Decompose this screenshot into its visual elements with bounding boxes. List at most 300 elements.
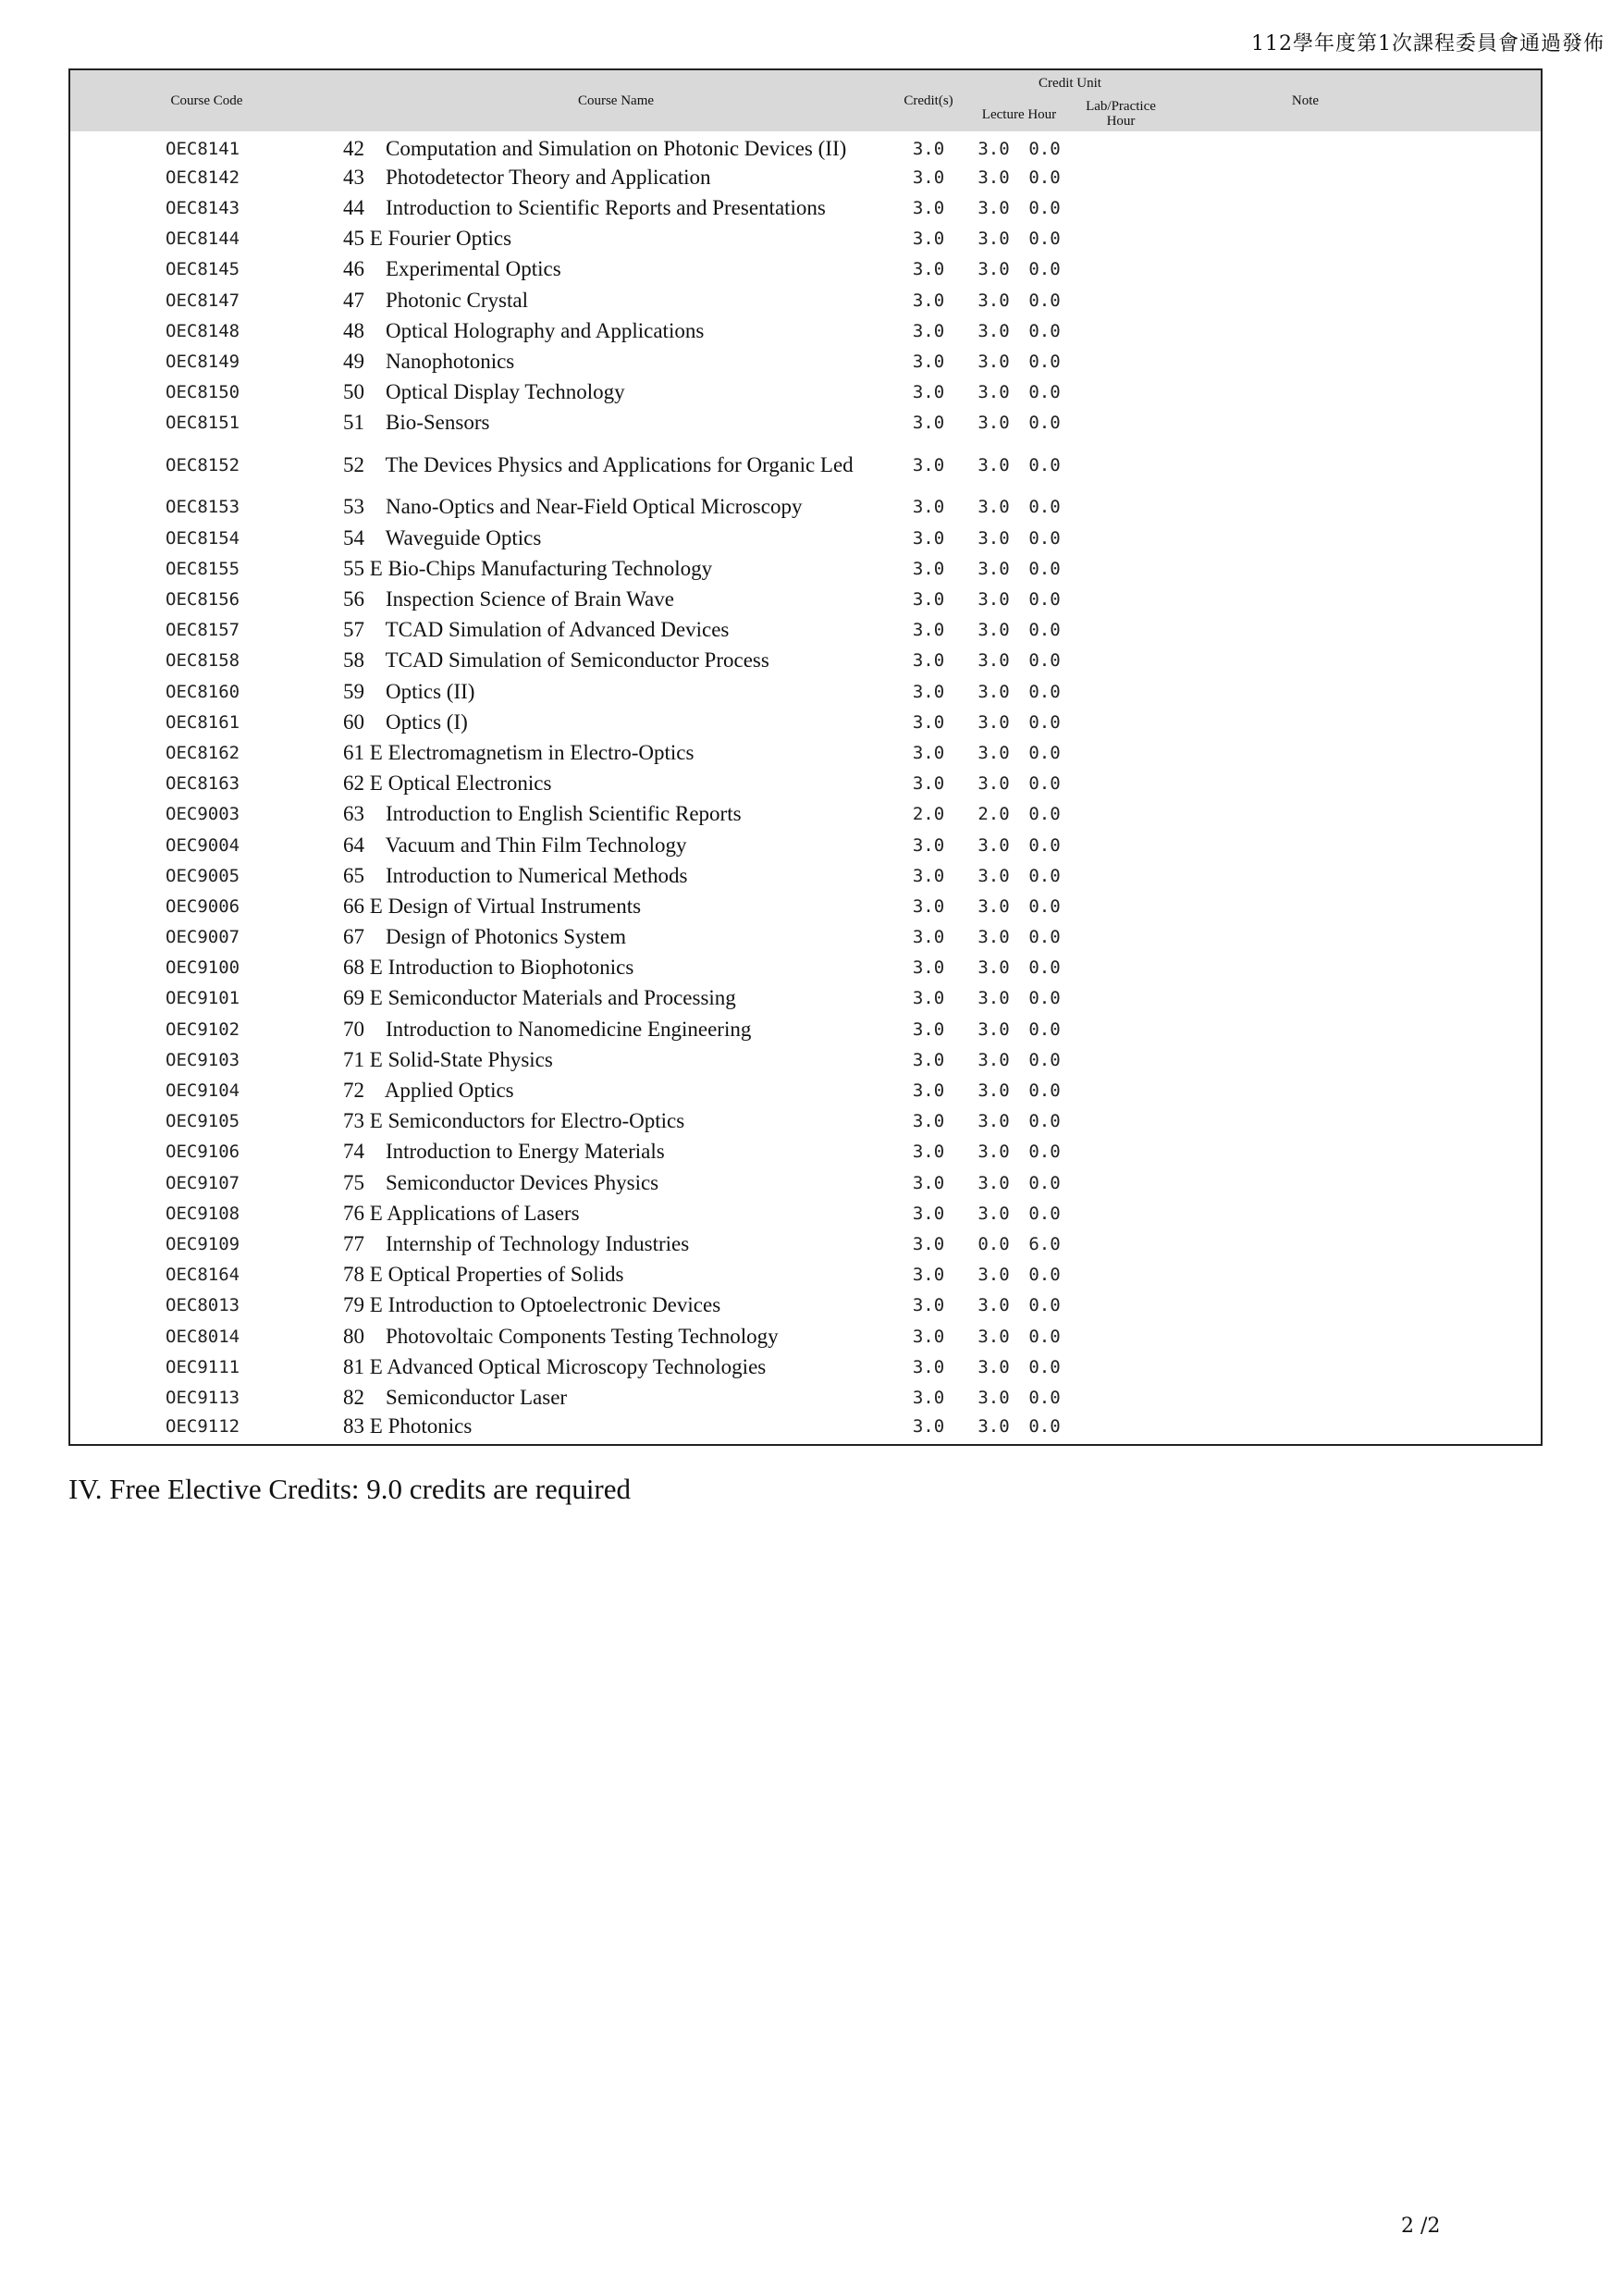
english-taught-flag: E bbox=[369, 1293, 383, 1317]
course-title: TCAD Simulation of Semiconductor Process bbox=[385, 648, 769, 673]
course-number: 57 bbox=[343, 618, 364, 642]
course-number: 81 bbox=[343, 1354, 364, 1378]
course-number: 62 bbox=[343, 772, 364, 796]
lecture-hour-cell: 3.0 bbox=[977, 320, 1010, 341]
table-row bbox=[70, 438, 1541, 492]
course-code-cell: OEC8151 bbox=[166, 413, 240, 434]
credits-cell: 2.0 bbox=[912, 804, 945, 825]
lab-hour-cell: 0.0 bbox=[1028, 527, 1061, 549]
course-number: 56 bbox=[343, 587, 364, 611]
note-cell bbox=[1070, 953, 1541, 983]
course-name-cell bbox=[343, 1290, 889, 1321]
note-cell bbox=[1070, 891, 1541, 921]
lab-hour-cell: 0.0 bbox=[1028, 1111, 1061, 1132]
lecture-hour-cell: 3.0 bbox=[977, 773, 1010, 795]
credits-cell: 3.0 bbox=[912, 558, 945, 579]
header-credit-unit-group bbox=[968, 70, 1156, 131]
course-number: 65 bbox=[343, 863, 364, 887]
table-row bbox=[70, 553, 1541, 584]
note-cell bbox=[1070, 737, 1541, 768]
lecture-hour-cell: 3.0 bbox=[977, 1265, 1010, 1286]
table-row bbox=[70, 1290, 1541, 1321]
course-code-cell: OEC9112 bbox=[166, 1416, 240, 1438]
credits-cell: 3.0 bbox=[912, 1172, 945, 1193]
course-title: Optics (I) bbox=[386, 710, 468, 734]
note-cell bbox=[1070, 584, 1541, 614]
header-lab-practice-hour: Lab/Practice Hour bbox=[1086, 99, 1156, 129]
table-row bbox=[70, 346, 1541, 376]
lecture-hour-cell: 3.0 bbox=[977, 1295, 1010, 1316]
lab-hour-cell: 0.0 bbox=[1028, 589, 1061, 611]
table-row bbox=[70, 584, 1541, 614]
table-header-row bbox=[70, 70, 1541, 131]
note-cell bbox=[1070, 922, 1541, 953]
course-name-cell bbox=[343, 922, 889, 953]
course-number: 78 bbox=[343, 1263, 364, 1287]
lab-hour-cell: 6.0 bbox=[1028, 1233, 1061, 1254]
lab-hour-cell: 0.0 bbox=[1028, 138, 1061, 159]
course-code-cell: OEC8163 bbox=[166, 773, 240, 795]
credits-cell: 3.0 bbox=[912, 1049, 945, 1070]
course-name-cell bbox=[343, 1167, 889, 1198]
note-cell bbox=[1070, 1321, 1541, 1352]
course-title: Semiconductor Materials and Processing bbox=[387, 986, 736, 1010]
course-code-cell: OEC8157 bbox=[166, 620, 240, 641]
course-name-cell bbox=[343, 492, 889, 523]
course-number: 46 bbox=[343, 257, 364, 281]
course-code-cell: OEC8164 bbox=[166, 1265, 240, 1286]
note-cell bbox=[1070, 224, 1541, 254]
course-number: 71 bbox=[343, 1047, 364, 1071]
lab-hour-cell: 0.0 bbox=[1028, 1265, 1061, 1286]
course-code-cell: OEC8161 bbox=[166, 711, 240, 733]
course-name-cell bbox=[343, 769, 889, 799]
course-title: Semiconductors for Electro-Optics bbox=[387, 1109, 685, 1133]
course-title: Optical Display Technology bbox=[386, 380, 625, 404]
course-code-cell: OEC8144 bbox=[166, 228, 240, 250]
table-row bbox=[70, 891, 1541, 921]
note-cell bbox=[1070, 860, 1541, 891]
course-number: 72 bbox=[343, 1079, 364, 1103]
table-row bbox=[70, 1228, 1541, 1259]
english-taught-flag: E bbox=[369, 1109, 383, 1133]
credits-cell: 3.0 bbox=[912, 1203, 945, 1224]
course-name-cell bbox=[343, 1413, 889, 1444]
course-number: 79 bbox=[343, 1293, 364, 1317]
course-name-cell bbox=[343, 315, 889, 346]
course-title: The Devices Physics and Applications for Organic Led bbox=[385, 452, 854, 476]
course-code-cell: OEC9102 bbox=[166, 1018, 240, 1040]
credits-cell: 3.0 bbox=[912, 620, 945, 641]
credits-cell: 3.0 bbox=[912, 988, 945, 1009]
lab-hour-cell: 0.0 bbox=[1028, 290, 1061, 311]
course-name-cell bbox=[343, 254, 889, 285]
table-row bbox=[70, 254, 1541, 285]
course-number: 64 bbox=[343, 833, 364, 857]
lecture-hour-cell: 3.0 bbox=[977, 1080, 1010, 1102]
course-number: 60 bbox=[343, 710, 364, 734]
lecture-hour-cell: 3.0 bbox=[977, 1416, 1010, 1438]
lab-hour-cell: 0.0 bbox=[1028, 1080, 1061, 1102]
course-name-cell bbox=[343, 192, 889, 223]
credits-cell: 3.0 bbox=[912, 895, 945, 917]
course-number: 63 bbox=[343, 802, 364, 826]
course-code-cell: OEC8150 bbox=[166, 382, 240, 403]
course-name-cell bbox=[343, 615, 889, 646]
course-number: 49 bbox=[343, 349, 364, 373]
course-name-cell bbox=[343, 1382, 889, 1413]
lecture-hour-cell: 3.0 bbox=[977, 988, 1010, 1009]
course-title: Electromagnetism in Electro-Optics bbox=[387, 740, 695, 764]
note-cell bbox=[1070, 315, 1541, 346]
lab-hour-cell: 0.0 bbox=[1028, 497, 1061, 518]
course-number: 47 bbox=[343, 288, 364, 312]
course-name-cell bbox=[343, 1106, 889, 1137]
course-code-cell: OEC9005 bbox=[166, 865, 240, 886]
course-number: 43 bbox=[343, 165, 364, 189]
lab-hour-cell: 0.0 bbox=[1028, 773, 1061, 795]
note-cell bbox=[1070, 799, 1541, 830]
credits-cell: 3.0 bbox=[912, 1142, 945, 1163]
lab-hour-cell: 0.0 bbox=[1028, 650, 1061, 672]
course-code-cell: OEC8162 bbox=[166, 742, 240, 763]
course-number: 66 bbox=[343, 894, 364, 918]
lecture-hour-cell: 3.0 bbox=[977, 834, 1010, 856]
course-code-cell: OEC8149 bbox=[166, 351, 240, 372]
table-row bbox=[70, 737, 1541, 768]
course-title: Bio-Sensors bbox=[386, 411, 490, 435]
english-taught-flag: E bbox=[369, 1354, 383, 1378]
table-row bbox=[70, 192, 1541, 223]
lecture-hour-cell: 3.0 bbox=[977, 620, 1010, 641]
lab-hour-cell: 0.0 bbox=[1028, 1203, 1061, 1224]
course-title: Photonics bbox=[387, 1414, 473, 1438]
course-title: Solid-State Physics bbox=[387, 1047, 553, 1071]
table-row bbox=[70, 707, 1541, 737]
course-name-cell bbox=[343, 707, 889, 737]
note-cell bbox=[1070, 377, 1541, 408]
course-title: Advanced Optical Microscopy Technologies bbox=[387, 1354, 767, 1378]
course-title: Nano-Optics and Near-Field Optical Microscopy bbox=[386, 495, 803, 519]
credits-cell: 3.0 bbox=[912, 228, 945, 250]
course-number: 51 bbox=[343, 411, 364, 435]
credits-cell: 3.0 bbox=[912, 290, 945, 311]
credits-cell: 3.0 bbox=[912, 167, 945, 188]
course-code-cell: OEC8154 bbox=[166, 527, 240, 549]
course-name-cell bbox=[343, 1075, 889, 1105]
credits-cell: 3.0 bbox=[912, 834, 945, 856]
course-code-cell: OEC8156 bbox=[166, 589, 240, 611]
lecture-hour-cell: 3.0 bbox=[977, 228, 1010, 250]
course-number: 48 bbox=[343, 318, 364, 342]
lecture-hour-cell: 3.0 bbox=[977, 742, 1010, 763]
table-row bbox=[70, 1321, 1541, 1352]
table-row bbox=[70, 830, 1541, 860]
credits-cell: 3.0 bbox=[912, 773, 945, 795]
credits-cell: 3.0 bbox=[912, 259, 945, 280]
course-title: Introduction to Scientific Reports and Presentations bbox=[386, 195, 826, 219]
lab-hour-cell: 0.0 bbox=[1028, 197, 1061, 218]
course-code-cell: OEC8143 bbox=[166, 197, 240, 218]
credits-cell: 3.0 bbox=[912, 138, 945, 159]
course-number: 76 bbox=[343, 1201, 364, 1225]
table-row bbox=[70, 983, 1541, 1014]
course-code-cell: OEC9108 bbox=[166, 1203, 240, 1224]
english-taught-flag: E bbox=[369, 956, 383, 980]
table-row bbox=[70, 1137, 1541, 1167]
course-code-cell: OEC9103 bbox=[166, 1049, 240, 1070]
credits-cell: 3.0 bbox=[912, 1387, 945, 1408]
english-taught-flag: E bbox=[369, 1201, 383, 1225]
credits-cell: 3.0 bbox=[912, 382, 945, 403]
lecture-hour-cell: 3.0 bbox=[977, 1018, 1010, 1040]
lab-hour-cell: 0.0 bbox=[1028, 988, 1061, 1009]
lab-hour-cell: 0.0 bbox=[1028, 454, 1061, 475]
credits-cell: 3.0 bbox=[912, 413, 945, 434]
course-name-cell bbox=[343, 799, 889, 830]
table-row bbox=[70, 1198, 1541, 1228]
english-taught-flag: E bbox=[369, 894, 383, 918]
lab-hour-cell: 0.0 bbox=[1028, 259, 1061, 280]
lecture-hour-cell: 3.0 bbox=[977, 711, 1010, 733]
credits-cell: 3.0 bbox=[912, 1111, 945, 1132]
note-cell bbox=[1070, 1290, 1541, 1321]
credits-cell: 3.0 bbox=[912, 351, 945, 372]
course-name-cell bbox=[343, 553, 889, 584]
credits-cell: 3.0 bbox=[912, 1233, 945, 1254]
course-code-cell: OEC8152 bbox=[166, 454, 240, 475]
course-name-cell bbox=[343, 285, 889, 315]
course-title: Computation and Simulation on Photonic Devices (II) bbox=[386, 136, 847, 160]
note-cell bbox=[1070, 492, 1541, 523]
credits-cell: 3.0 bbox=[912, 1018, 945, 1040]
lab-hour-cell: 0.0 bbox=[1028, 1416, 1061, 1438]
course-title: Photonic Crystal bbox=[386, 288, 528, 312]
course-number: 54 bbox=[343, 525, 364, 549]
course-title: TCAD Simulation of Advanced Devices bbox=[385, 618, 730, 642]
note-cell bbox=[1070, 1106, 1541, 1137]
course-number: 75 bbox=[343, 1170, 364, 1194]
course-name-cell bbox=[343, 830, 889, 860]
course-name-cell bbox=[343, 1198, 889, 1228]
course-number: 70 bbox=[343, 1017, 364, 1041]
lab-hour-cell: 0.0 bbox=[1028, 558, 1061, 579]
course-name-cell bbox=[343, 377, 889, 408]
note-cell bbox=[1070, 1044, 1541, 1075]
table-row bbox=[70, 1044, 1541, 1075]
course-title: Introduction to Optoelectronic Devices bbox=[387, 1293, 721, 1317]
lab-hour-cell: 0.0 bbox=[1028, 742, 1061, 763]
note-cell bbox=[1070, 1075, 1541, 1105]
course-title: Semiconductor Devices Physics bbox=[386, 1170, 659, 1194]
note-cell bbox=[1070, 1014, 1541, 1044]
lecture-hour-cell: 3.0 bbox=[977, 681, 1010, 702]
course-name-cell bbox=[343, 523, 889, 553]
course-table bbox=[70, 70, 1541, 1444]
lecture-hour-cell: 3.0 bbox=[977, 197, 1010, 218]
table-row bbox=[70, 1014, 1541, 1044]
course-name-cell bbox=[343, 953, 889, 983]
lab-hour-cell: 0.0 bbox=[1028, 1387, 1061, 1408]
table-row bbox=[70, 1260, 1541, 1290]
lecture-hour-cell: 3.0 bbox=[977, 167, 1010, 188]
course-number: 69 bbox=[343, 986, 364, 1010]
lab-hour-cell: 0.0 bbox=[1028, 1018, 1061, 1040]
course-name-cell bbox=[343, 737, 889, 768]
course-title: Introduction to Energy Materials bbox=[386, 1140, 665, 1164]
credits-cell: 3.0 bbox=[912, 1080, 945, 1102]
note-cell bbox=[1070, 676, 1541, 707]
english-taught-flag: E bbox=[369, 1263, 383, 1287]
course-name-cell bbox=[343, 860, 889, 891]
note-cell bbox=[1070, 346, 1541, 376]
credits-cell: 3.0 bbox=[912, 711, 945, 733]
course-number: 44 bbox=[343, 195, 364, 219]
course-code-cell: OEC8158 bbox=[166, 650, 240, 672]
lab-hour-cell: 0.0 bbox=[1028, 382, 1061, 403]
lecture-hour-cell: 3.0 bbox=[977, 1142, 1010, 1163]
course-name-cell bbox=[343, 983, 889, 1014]
table-row bbox=[70, 131, 1541, 162]
course-title: Optical Holography and Applications bbox=[386, 318, 705, 342]
english-taught-flag: E bbox=[369, 1414, 383, 1438]
page-number: 2 /2 bbox=[1401, 2215, 1441, 2238]
course-title: Photodetector Theory and Application bbox=[386, 165, 711, 189]
lab-hour-cell: 0.0 bbox=[1028, 865, 1061, 886]
course-name-cell bbox=[343, 891, 889, 921]
lab-hour-cell: 0.0 bbox=[1028, 167, 1061, 188]
course-title: Waveguide Optics bbox=[385, 525, 542, 549]
note-cell bbox=[1070, 646, 1541, 676]
course-number: 67 bbox=[343, 925, 364, 949]
course-title: Introduction to Biophotonics bbox=[387, 956, 634, 980]
course-number: 82 bbox=[343, 1385, 364, 1409]
lecture-hour-cell: 0.0 bbox=[977, 1233, 1010, 1254]
course-code-cell: OEC8141 bbox=[166, 138, 240, 159]
course-code-cell: OEC9003 bbox=[166, 804, 240, 825]
credits-cell: 3.0 bbox=[912, 197, 945, 218]
course-name-cell bbox=[343, 1321, 889, 1352]
course-title: Optical Electronics bbox=[387, 772, 552, 796]
course-code-cell: OEC9101 bbox=[166, 988, 240, 1009]
lecture-hour-cell: 3.0 bbox=[977, 927, 1010, 948]
table-row bbox=[70, 1352, 1541, 1382]
english-taught-flag: E bbox=[369, 556, 383, 580]
note-cell bbox=[1070, 192, 1541, 223]
course-title: Vacuum and Thin Film Technology bbox=[385, 833, 687, 857]
course-code-cell: OEC9006 bbox=[166, 895, 240, 917]
lecture-hour-cell: 3.0 bbox=[977, 650, 1010, 672]
course-code-cell: OEC9107 bbox=[166, 1172, 240, 1193]
credits-cell: 3.0 bbox=[912, 742, 945, 763]
course-title: Applied Optics bbox=[384, 1079, 514, 1103]
table-row bbox=[70, 1106, 1541, 1137]
lab-hour-cell: 0.0 bbox=[1028, 681, 1061, 702]
course-code-cell: OEC8148 bbox=[166, 320, 240, 341]
course-name-cell bbox=[343, 162, 889, 192]
note-cell bbox=[1070, 830, 1541, 860]
course-name-cell bbox=[343, 408, 889, 438]
free-elective-credits: IV. Free Elective Credits: 9.0 credits are required bbox=[68, 1473, 632, 1505]
lab-hour-cell: 0.0 bbox=[1028, 620, 1061, 641]
note-cell bbox=[1070, 131, 1541, 162]
note-cell bbox=[1070, 438, 1541, 492]
course-number: 50 bbox=[343, 380, 364, 404]
course-code-cell: OEC9100 bbox=[166, 957, 240, 979]
lecture-hour-cell: 3.0 bbox=[977, 290, 1010, 311]
course-code-cell: OEC9104 bbox=[166, 1080, 240, 1102]
table-row bbox=[70, 1167, 1541, 1198]
english-taught-flag: E bbox=[369, 227, 383, 251]
english-taught-flag: E bbox=[369, 1047, 383, 1071]
lab-hour-cell: 0.0 bbox=[1028, 1142, 1061, 1163]
course-number: 77 bbox=[343, 1231, 364, 1255]
course-code-cell: OEC9004 bbox=[166, 834, 240, 856]
english-taught-flag: E bbox=[369, 740, 383, 764]
credits-cell: 3.0 bbox=[912, 1265, 945, 1286]
course-code-cell: OEC8160 bbox=[166, 681, 240, 702]
credits-cell: 3.0 bbox=[912, 1326, 945, 1347]
course-code-cell: OEC8014 bbox=[166, 1326, 240, 1347]
header-note: Note bbox=[1291, 93, 1320, 108]
lecture-hour-cell: 3.0 bbox=[977, 138, 1010, 159]
note-cell bbox=[1070, 1228, 1541, 1259]
table-row bbox=[70, 646, 1541, 676]
course-number: 52 bbox=[343, 452, 364, 476]
table-row bbox=[70, 860, 1541, 891]
lecture-hour-cell: 3.0 bbox=[977, 1049, 1010, 1070]
course-name-cell bbox=[343, 224, 889, 254]
course-number: 58 bbox=[343, 648, 364, 673]
header-credits: Credit(s) bbox=[904, 93, 953, 108]
course-name-cell bbox=[343, 1137, 889, 1167]
course-code-cell: OEC9109 bbox=[166, 1233, 240, 1254]
note-cell bbox=[1070, 1413, 1541, 1444]
course-number: 68 bbox=[343, 956, 364, 980]
lecture-hour-cell: 3.0 bbox=[977, 558, 1010, 579]
credits-cell: 3.0 bbox=[912, 527, 945, 549]
course-title: Inspection Science of Brain Wave bbox=[386, 587, 674, 611]
course-name-cell bbox=[343, 584, 889, 614]
note-cell bbox=[1070, 523, 1541, 553]
header-course-code: Course Code bbox=[170, 93, 243, 108]
lecture-hour-cell: 3.0 bbox=[977, 454, 1010, 475]
course-title: Optics (II) bbox=[386, 679, 475, 703]
lecture-hour-cell: 3.0 bbox=[977, 1111, 1010, 1132]
course-name-cell bbox=[343, 676, 889, 707]
course-title: Introduction to Nanomedicine Engineering bbox=[386, 1017, 752, 1041]
lecture-hour-cell: 3.0 bbox=[977, 527, 1010, 549]
english-taught-flag: E bbox=[369, 772, 383, 796]
course-code-cell: OEC8155 bbox=[166, 558, 240, 579]
lab-hour-cell: 0.0 bbox=[1028, 1356, 1061, 1377]
table-row bbox=[70, 922, 1541, 953]
table-row bbox=[70, 769, 1541, 799]
lecture-hour-cell: 3.0 bbox=[977, 1387, 1010, 1408]
table-row bbox=[70, 285, 1541, 315]
note-cell bbox=[1070, 983, 1541, 1014]
lecture-hour-cell: 3.0 bbox=[977, 1203, 1010, 1224]
course-title: Fourier Optics bbox=[387, 227, 512, 251]
lab-hour-cell: 0.0 bbox=[1028, 711, 1061, 733]
credits-cell: 3.0 bbox=[912, 650, 945, 672]
course-code-cell: OEC9106 bbox=[166, 1142, 240, 1163]
lecture-hour-cell: 3.0 bbox=[977, 1326, 1010, 1347]
lab-hour-cell: 0.0 bbox=[1028, 413, 1061, 434]
table-row bbox=[70, 799, 1541, 830]
table-row bbox=[70, 408, 1541, 438]
course-name-cell bbox=[343, 646, 889, 676]
